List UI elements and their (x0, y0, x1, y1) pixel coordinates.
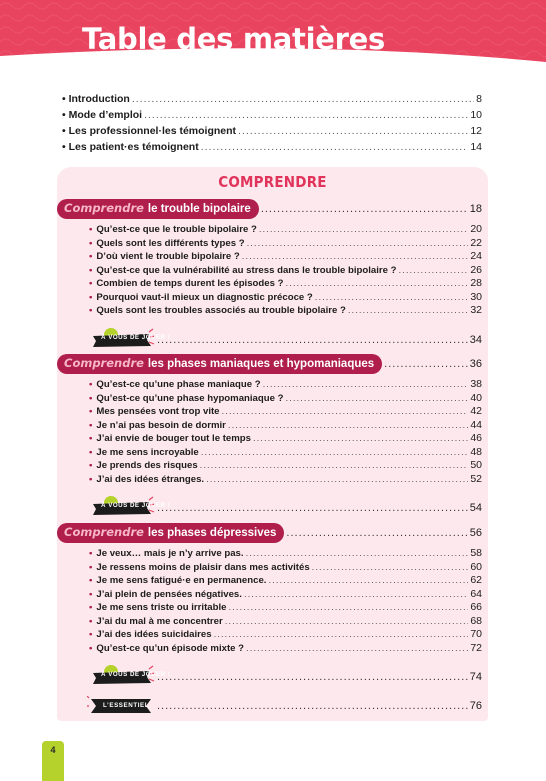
bullet-icon: • (89, 433, 93, 444)
list-item[interactable] (89, 561, 482, 575)
bullet-icon: • (89, 548, 93, 559)
dot-leader (157, 502, 468, 514)
chapter-phases-depressives (57, 523, 488, 717)
bullet-icon: • (89, 629, 93, 640)
chapter-title: le trouble bipolaire (147, 203, 251, 215)
list-item[interactable] (89, 547, 482, 561)
dot-leader (228, 419, 468, 433)
bullet-icon: • (89, 392, 93, 404)
section-title: COMPRENDRE (218, 173, 327, 191)
dot-leader (246, 547, 469, 561)
chapter-keyword: Comprendre (64, 525, 144, 539)
dot-leader (259, 223, 468, 237)
toc-entry-introduction[interactable] (62, 91, 482, 107)
item-label: Je me sens incroyable (96, 446, 199, 458)
chapter-pill (57, 523, 284, 543)
list-item[interactable] (89, 392, 482, 406)
bullet-icon: • (89, 291, 93, 303)
quiz-badge (89, 496, 171, 520)
quiz-badge-label: À VOUS DE JOUER ! (101, 333, 171, 341)
dot-leader (286, 527, 467, 539)
quiz-page: 54 (469, 502, 482, 514)
list-item[interactable] (89, 378, 482, 392)
item-label: Je prends des risques (96, 460, 198, 471)
bullet-icon: • (89, 473, 93, 485)
item-page: 72 (470, 641, 482, 654)
dot-leader (214, 628, 469, 642)
chapter-items (57, 378, 488, 486)
dot-leader (244, 588, 468, 602)
chapter-title: les phases dépressives (147, 527, 277, 539)
toc-entry-page: 10 (470, 109, 482, 121)
toc-entry-professionnels[interactable] (62, 123, 482, 139)
item-label: J’ai plein de pensées négatives. (96, 588, 242, 600)
bullet-icon: • (89, 615, 93, 627)
chapter-items (57, 547, 488, 655)
chapter-trouble-bipolaire (57, 199, 488, 352)
bullet-icon: • (89, 602, 93, 613)
essentiel-label: L’ESSENTIEL (103, 702, 150, 709)
list-item[interactable] (89, 277, 482, 291)
dot-leader (157, 671, 468, 683)
quiz-entry[interactable] (57, 328, 488, 352)
item-label: J’ai du mal à me concentrer (96, 615, 223, 627)
dot-leader (201, 139, 469, 155)
list-item[interactable] (89, 628, 482, 642)
dot-leader (225, 615, 469, 629)
item-page: 20 (470, 223, 482, 235)
item-page: 44 (470, 418, 482, 431)
chapter-keyword: Comprendre (64, 356, 144, 370)
dot-leader (222, 405, 469, 419)
item-page: 50 (470, 459, 482, 471)
item-label: Quels sont les troubles associés au trouble bipolaire ? (96, 305, 346, 316)
bullet-icon: • (89, 264, 93, 276)
dot-leader (268, 574, 468, 588)
quiz-page: 74 (469, 671, 482, 683)
essentiel-page: 76 (469, 700, 482, 712)
dot-leader (253, 432, 468, 446)
item-label: Je n’ai pas besoin de dormir (96, 419, 226, 431)
bullet-icon: • (89, 278, 93, 289)
item-label: Je ressens moins de plaisir dans mes activités (96, 561, 310, 573)
item-label: Je me sens triste ou irritable (96, 602, 227, 613)
dot-leader (228, 601, 468, 615)
dot-leader (247, 237, 469, 251)
dot-leader (144, 107, 468, 123)
toc-entry-label: • Les professionnel·les témoignent (62, 125, 237, 137)
item-label: Combien de temps durent les épisodes ? (96, 278, 284, 289)
dot-leader (312, 561, 469, 575)
page-number: 4 (50, 745, 56, 755)
item-label: Qu’est-ce qu’une phase hypomaniaque ? (96, 392, 284, 404)
item-page: 24 (470, 250, 482, 262)
chapter-heading[interactable] (57, 199, 488, 219)
essentiel-badge (87, 696, 155, 716)
list-item[interactable] (89, 446, 482, 460)
item-page: 70 (470, 628, 482, 640)
dot-leader (242, 250, 469, 264)
list-item[interactable] (89, 405, 482, 419)
list-item[interactable] (89, 291, 482, 305)
item-page: 52 (470, 472, 482, 485)
item-label: D’où vient le trouble bipolaire ? (96, 251, 240, 262)
item-label: Quels sont les différents types ? (96, 237, 245, 249)
item-page: 38 (470, 378, 482, 390)
dot-leader (157, 700, 468, 712)
comprendre-panel (57, 167, 488, 721)
list-item[interactable] (89, 588, 482, 602)
quiz-badge (89, 328, 171, 352)
bullet-icon: • (89, 561, 93, 573)
bullet-icon: • (89, 251, 93, 262)
chapter-keyword: Comprendre (64, 201, 144, 215)
item-page: 26 (470, 263, 482, 276)
item-label: J’ai envie de bouger tout le temps (96, 433, 251, 444)
quiz-entry[interactable] (57, 496, 488, 520)
list-item[interactable] (89, 250, 482, 264)
item-page: 60 (470, 560, 482, 573)
dot-leader (285, 392, 468, 406)
bullet-icon: • (89, 588, 93, 600)
list-item[interactable] (89, 574, 482, 588)
list-item[interactable] (89, 615, 482, 629)
chapter-phases-maniaques (57, 354, 488, 520)
bullet-icon: • (89, 460, 93, 471)
item-label: Je veux… mais je n’y arrive pas. (96, 548, 244, 559)
bullet-icon: • (89, 224, 93, 235)
bullet-icon: • (89, 406, 93, 417)
item-label: Qu’est-ce que le trouble bipolaire ? (96, 224, 257, 235)
toc-entry-page: 8 (476, 93, 482, 105)
item-page: 58 (470, 547, 482, 559)
list-item[interactable] (89, 304, 482, 318)
item-label: Qu’est-ce qu’une phase maniaque ? (96, 379, 261, 390)
bullet-icon: • (89, 419, 93, 431)
toc-entry-label: • Mode d’emploi (62, 109, 143, 121)
page-number-tab (42, 741, 64, 781)
list-item[interactable] (89, 223, 482, 237)
item-page: 48 (470, 445, 482, 458)
quiz-page: 34 (469, 333, 482, 346)
chapter-heading[interactable] (57, 354, 488, 374)
item-label: Qu’est-ce que la vulnérabilité au stress dans le trouble bipolaire ? (96, 264, 397, 276)
toc-entry-page: 14 (470, 141, 482, 153)
list-item[interactable] (89, 264, 482, 278)
dot-leader (315, 291, 469, 305)
chapter-pill (57, 354, 382, 374)
item-label: Mes pensées vont trop vite (96, 406, 220, 417)
item-label: J’ai des idées suicidaires (96, 629, 212, 640)
bullet-icon: • (89, 305, 93, 316)
item-page: 28 (470, 277, 482, 289)
item-page: 42 (470, 405, 482, 417)
item-label: J’ai des idées étranges. (96, 473, 205, 485)
essentiel-entry[interactable] (57, 695, 488, 717)
chapter-items (57, 223, 488, 318)
item-page: 62 (470, 574, 482, 586)
list-item[interactable] (89, 419, 482, 433)
toc-entry-mode-emploi[interactable] (62, 107, 482, 123)
item-page: 66 (470, 601, 482, 613)
quiz-entry[interactable] (57, 665, 488, 689)
item-page: 64 (470, 587, 482, 600)
dot-leader (132, 91, 474, 107)
toc-entry-label: • Les patient·es témoignent (62, 141, 199, 153)
dot-leader (157, 334, 468, 346)
quiz-badge (89, 665, 171, 689)
toc-entry-label: • Introduction (62, 93, 130, 105)
page-title: Table des matières (82, 22, 385, 56)
list-item[interactable] (89, 237, 482, 251)
chapter-heading[interactable] (57, 523, 488, 543)
bullet-icon: • (89, 446, 93, 458)
bullet-icon: • (89, 575, 93, 586)
dot-leader (200, 459, 469, 473)
bullet-icon: • (89, 642, 93, 654)
item-label: Qu’est-ce qu’un épisode mixte ? (96, 642, 245, 654)
dot-leader (285, 277, 468, 291)
chapter-page: 18 (469, 203, 482, 215)
chapter-title: les phases maniaques et hypomaniaques (147, 358, 375, 370)
item-page: 32 (470, 304, 482, 316)
item-label: Je me sens fatigué·e en permanence. (96, 575, 267, 586)
bullet-icon: • (89, 237, 93, 249)
dot-leader (246, 642, 468, 656)
intro-toc (62, 91, 482, 155)
dot-leader (263, 378, 469, 392)
dot-leader (238, 123, 468, 139)
toc-entry-page: 12 (470, 125, 482, 137)
dot-leader (399, 264, 469, 278)
quiz-badge-label: À VOUS DE JOUER ! (101, 671, 171, 678)
dot-leader (206, 473, 468, 487)
dot-leader (261, 203, 468, 215)
item-label: Pourquoi vaut-il mieux un diagnostic précoce ? (96, 291, 313, 303)
dot-leader (201, 446, 469, 460)
list-item[interactable] (89, 459, 482, 473)
chapter-page: 56 (469, 527, 482, 539)
quiz-badge-label: À VOUS DE JOUER ! (101, 502, 171, 509)
dot-leader (384, 358, 468, 370)
header-banner (0, 0, 546, 82)
list-item[interactable] (89, 601, 482, 615)
chapter-page: 36 (469, 358, 482, 370)
item-page: 22 (470, 236, 482, 249)
item-page: 40 (470, 391, 482, 404)
item-page: 30 (470, 290, 482, 303)
list-item[interactable] (89, 473, 482, 487)
item-page: 68 (470, 614, 482, 627)
bullet-icon: • (89, 379, 93, 390)
list-item[interactable] (89, 432, 482, 446)
dot-leader (348, 304, 468, 318)
toc-entry-patients[interactable] (62, 139, 482, 155)
chapter-pill (57, 199, 259, 219)
item-page: 46 (470, 432, 482, 444)
list-item[interactable] (89, 642, 482, 656)
